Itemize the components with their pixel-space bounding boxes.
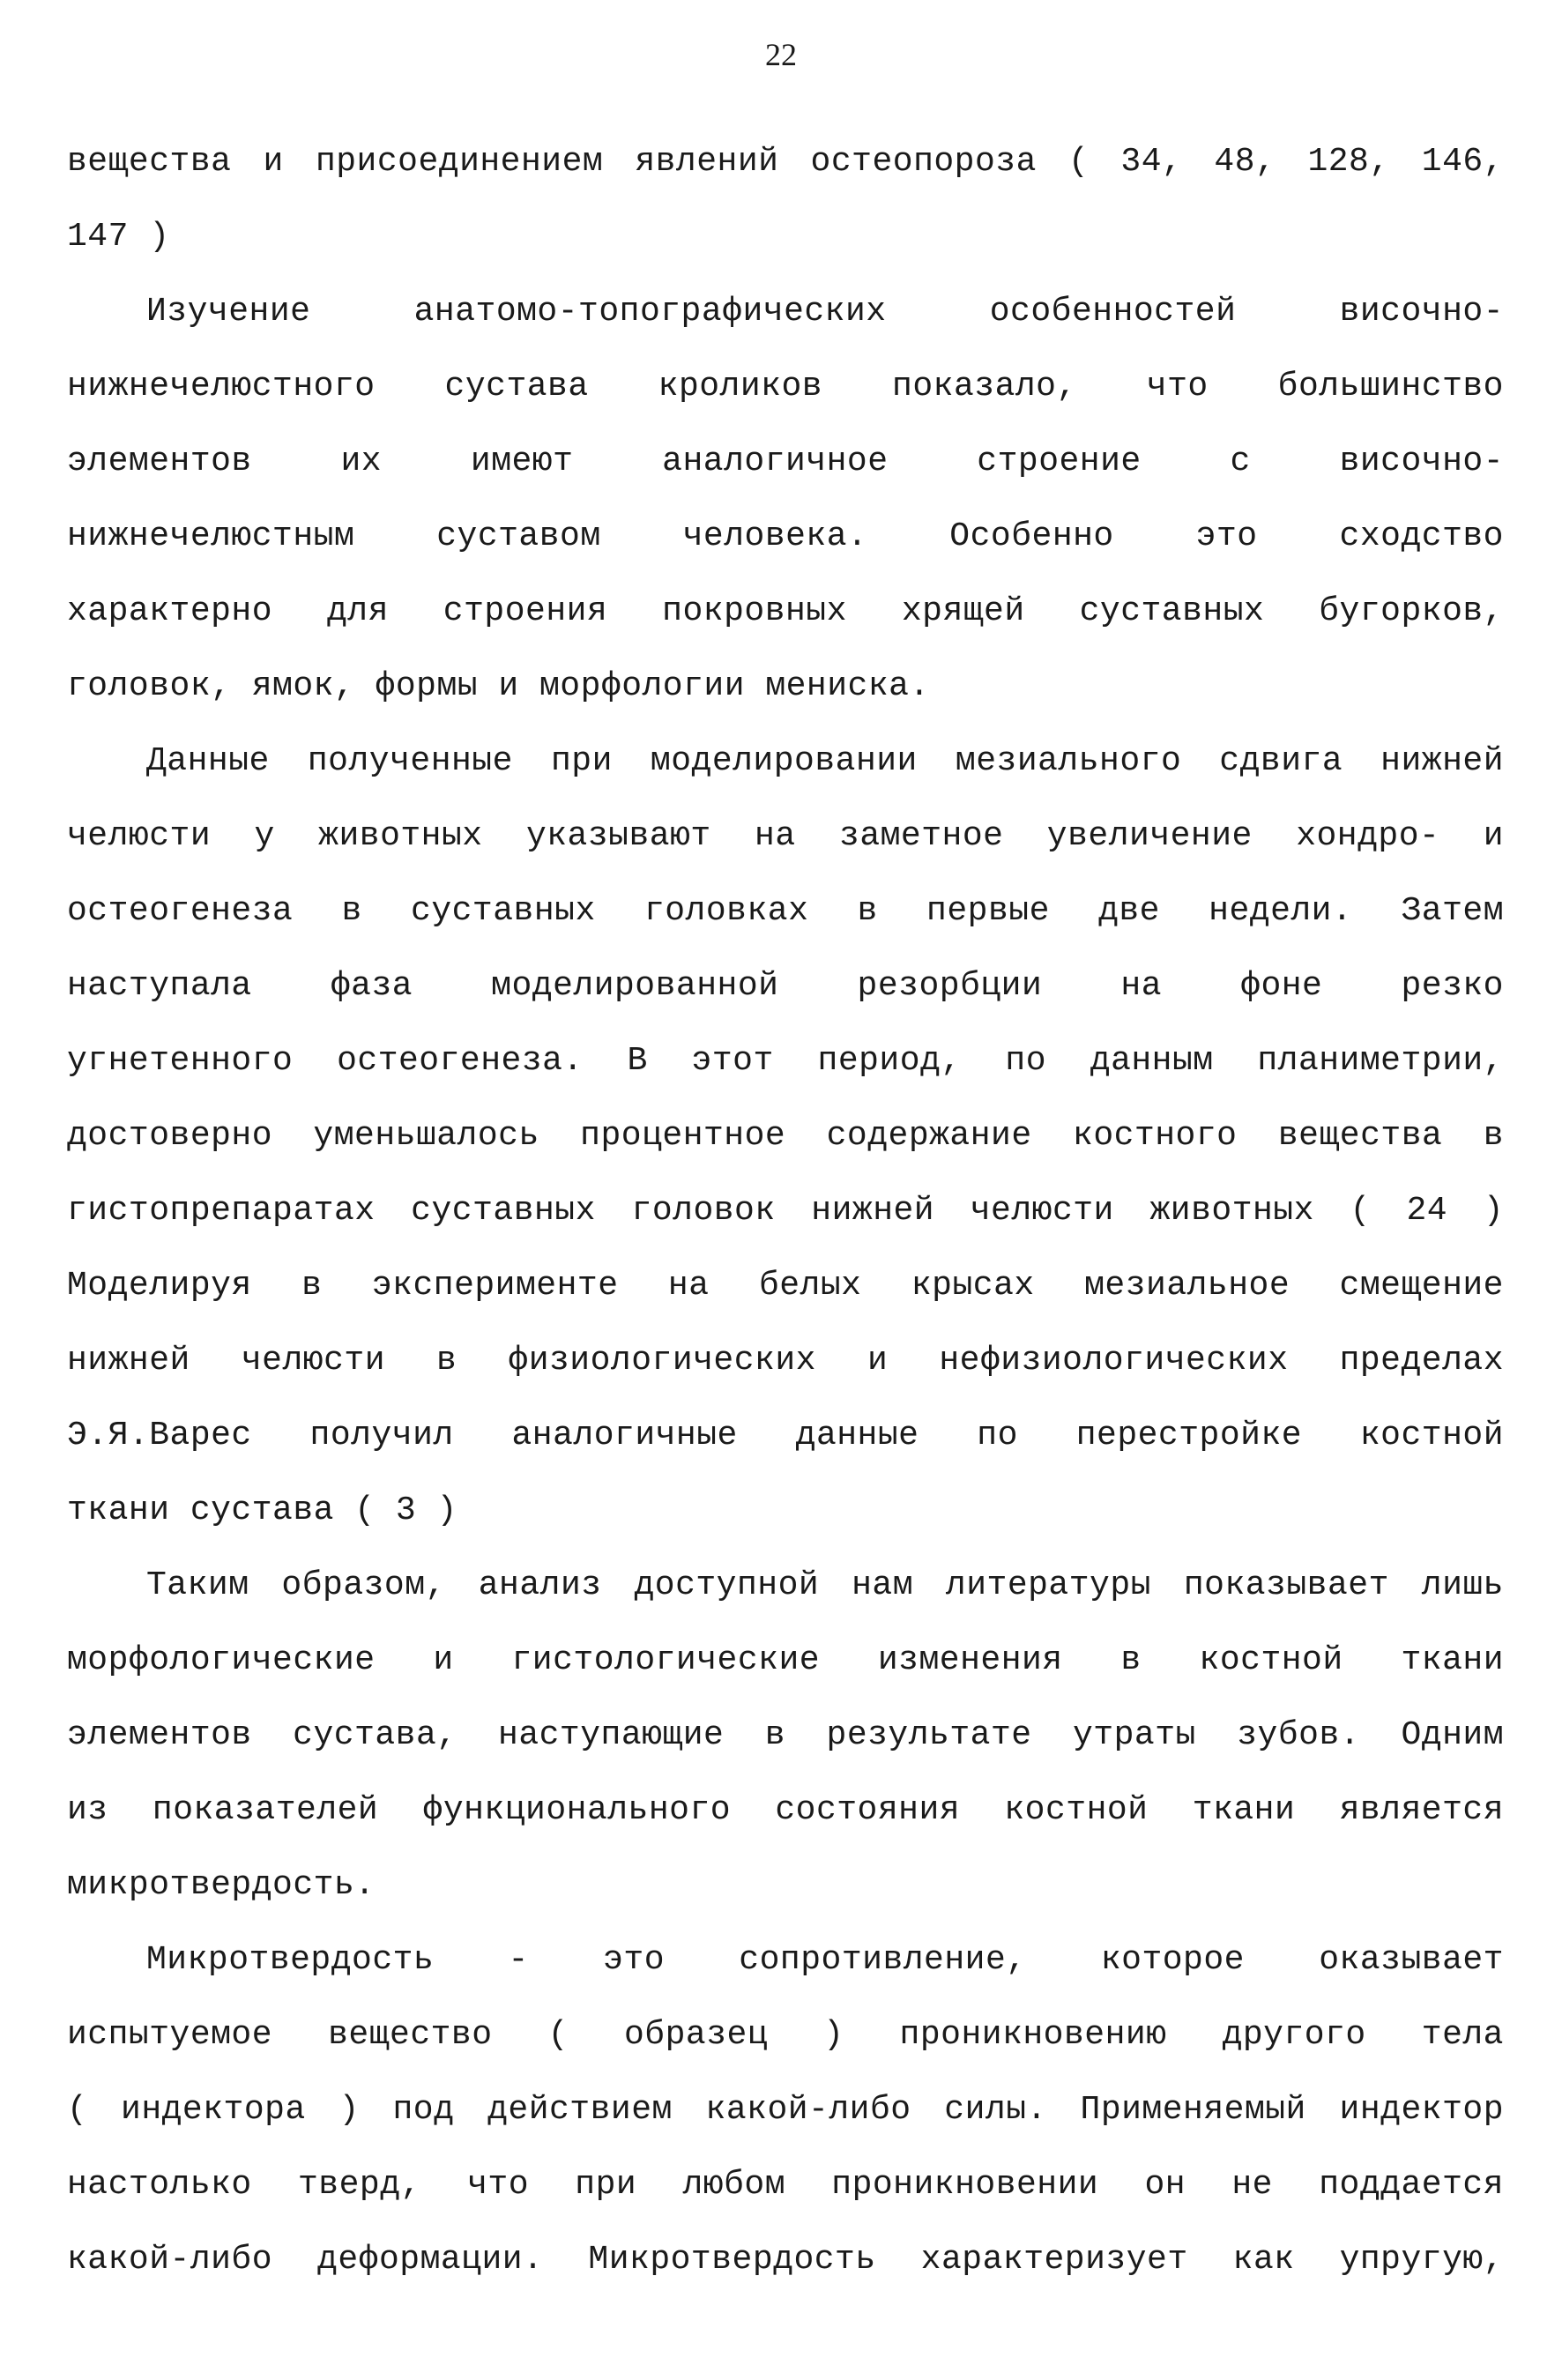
- paragraph-first-line: Данные полученные при моделировании мезиального сдвига нижней: [146, 742, 1504, 780]
- text-line: нижнечелюстного сустава кроликов показало, что большинство: [67, 368, 1504, 405]
- text-line: наступала фаза моделированной резорбции на фоне резко: [67, 967, 1504, 1005]
- text-line: челюсти у животных указывают на заметное увеличение хондро- и: [67, 817, 1504, 855]
- text-line: испытуемое вещество ( образец ) проникновению другого тела: [67, 2016, 1504, 2054]
- text-line: угнетенного остеогенеза. В этот период, по данным планиметрии,: [67, 1042, 1504, 1080]
- text-line: нижней челюсти в физиологических и нефизиологических пределах: [67, 1342, 1504, 1380]
- paragraph-first-line: Микротвердость - это сопротивление, которое оказывает: [146, 1941, 1504, 1979]
- paragraph-first-line: Таким образом, анализ доступной нам литературы показывает лишь: [146, 1566, 1504, 1604]
- text-line: Моделируя в эксперименте на белых крысах мезиальное смещение: [67, 1267, 1504, 1305]
- text-line: головок, ямок, формы и морфологии мениска.: [67, 667, 930, 705]
- text-line: микротвердость.: [67, 1866, 376, 1904]
- paragraph-first-line: Изучение анатомо-топографических особенностей височно-: [146, 293, 1504, 331]
- text-line: настолько тверд, что при любом проникновении он не поддается: [67, 2166, 1504, 2204]
- text-line: элементов сустава, наступающие в результате утраты зубов. Одним: [67, 1716, 1504, 1754]
- text-line: остеогенеза в суставных головках в первые две недели. Затем: [67, 892, 1504, 930]
- page-number: 22: [765, 37, 797, 72]
- text-line: морфологические и гистологические изменения в костной ткани: [67, 1641, 1504, 1679]
- text-line: вещества и присоединением явлений остеопороза ( 34, 48, 128, 146,: [67, 143, 1504, 181]
- text-line: элементов их имеют аналогичное строение с височно-: [67, 443, 1504, 480]
- text-line: из показателей функционального состояния костной ткани является: [67, 1791, 1504, 1829]
- text-line: 147 ): [67, 218, 170, 256]
- text-line: ткани сустава ( 3 ): [67, 1491, 457, 1529]
- text-line: нижнечелюстным суставом человека. Особенно это сходство: [67, 517, 1504, 555]
- text-line: характерно для строения покровных хрящей суставных бугорков,: [67, 592, 1504, 630]
- text-line: Э.Я.Варес получил аналогичные данные по перестройке костной: [67, 1417, 1504, 1454]
- text-line: ( индектора ) под действием какой-либо силы. Применяемый индектор: [67, 2091, 1504, 2129]
- text-line: какой-либо деформации. Микротвердость характеризует как упругую,: [67, 2241, 1504, 2279]
- text-line: достоверно уменьшалось процентное содержание костного вещества в: [67, 1117, 1504, 1155]
- text-line: гистопрепаратах суставных головок нижней челюсти животных ( 24 ): [67, 1192, 1504, 1230]
